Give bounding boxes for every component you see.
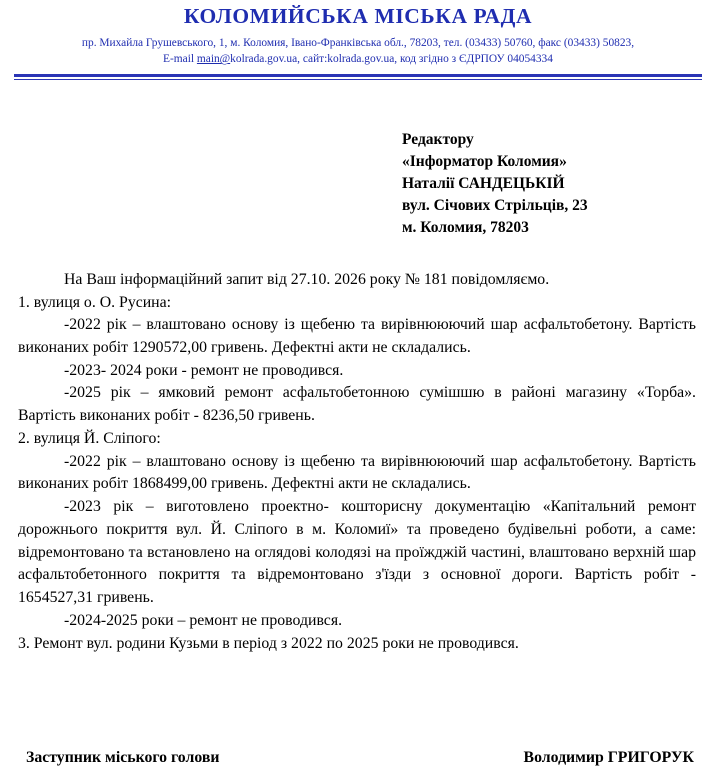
body-item1-2023-2024: -2023- 2024 роки - ремонт не проводився.: [64, 361, 344, 379]
body-item2-heading: 2. вулиця Й. Сліпого:: [18, 429, 161, 447]
addressee-street: вул. Січових Стрільців, 23: [402, 196, 588, 214]
addressee-role: Редактору: [402, 130, 474, 148]
website-and-edrpou: kolrada.gov.ua, сайт:kolrada.gov.ua, код згідно з ЄДРПОУ 04054334: [230, 53, 553, 66]
letterhead-divider: [14, 74, 702, 80]
body-item2-2024-2025: -2024-2025 роки – ремонт не проводився.: [64, 611, 343, 629]
letterhead: [0, 0, 716, 68]
email-label: E-mail: [163, 53, 197, 66]
body-item3: 3. Ремонт вул. родини Кузьми в період з 2022 по 2025 роки не проводився.: [18, 634, 519, 652]
letter-body: [0, 269, 716, 655]
body-item1-2025: -2025 рік – ямковий ремонт асфальтобетонною сумішшю в районі магазину «Торба». Вартість виконаних робіт - 8236,50 гривень.: [18, 384, 696, 425]
email-web-line: [14, 51, 702, 68]
addressee-publication: «Інформатор Коломия»: [402, 152, 567, 170]
email-link[interactable]: main@: [196, 53, 231, 66]
addressee-block: [402, 129, 716, 239]
signatory-name: Володимир ГРИГОРУК: [523, 749, 694, 766]
body-item1-2022: -2022 рік – влаштовано основу із щебеню та вирівнююючий шар асфальтобетону. Вартість виконаних робіт 1290572,00 гривень. Дефектні акти не складались.: [18, 316, 696, 356]
body-item1-heading: 1. вулиця о. О. Русина:: [18, 293, 172, 311]
signature-block: [0, 749, 716, 767]
organization-contacts: [14, 35, 702, 68]
body-item2-2022: -2022 рік – влаштовано основу із щебеню та вирівнююючий шар асфальтобетону. Вартість виконаних робіт 1868499,00 гривень. Дефектні акти не складались.: [18, 452, 696, 493]
divider-thin-line: [14, 79, 702, 80]
organization-title: КОЛОМИЙСЬКА МІСЬКА РАДА: [183, 4, 533, 28]
signatory-position: Заступник міського голови: [26, 749, 220, 766]
body-item2-2023: -2023 рік – виготовлено проектно- кошторисну документацію «Капітальний ремонт дорожнього покриття вул. Й. Сліпого в м. Коломиї» та проведено будівельні роботи, а саме: відремонтовано та встановлено на оглядові колодязі на проїжджій частині, влаштовано верхній шар асфальтобетонного покриття та відремонтовано з'їзди з основної дороги. Вартість робіт - 1654527,31 гривень.: [18, 498, 696, 607]
addressee-city: м. Коломия, 78203: [402, 218, 529, 236]
postal-address-line: пр. Михайла Грушевського, 1, м. Коломия, Івано-Франківська обл., 78203, тел. (03433) 50760, факс (03433) 50823,: [81, 36, 635, 49]
body-intro: На Ваш інформаційний запит від 27.10. 2026 року № 181 повідомляємо.: [64, 270, 550, 288]
addressee-name: Наталії САНДЕЦЬКІЙ: [402, 174, 565, 192]
